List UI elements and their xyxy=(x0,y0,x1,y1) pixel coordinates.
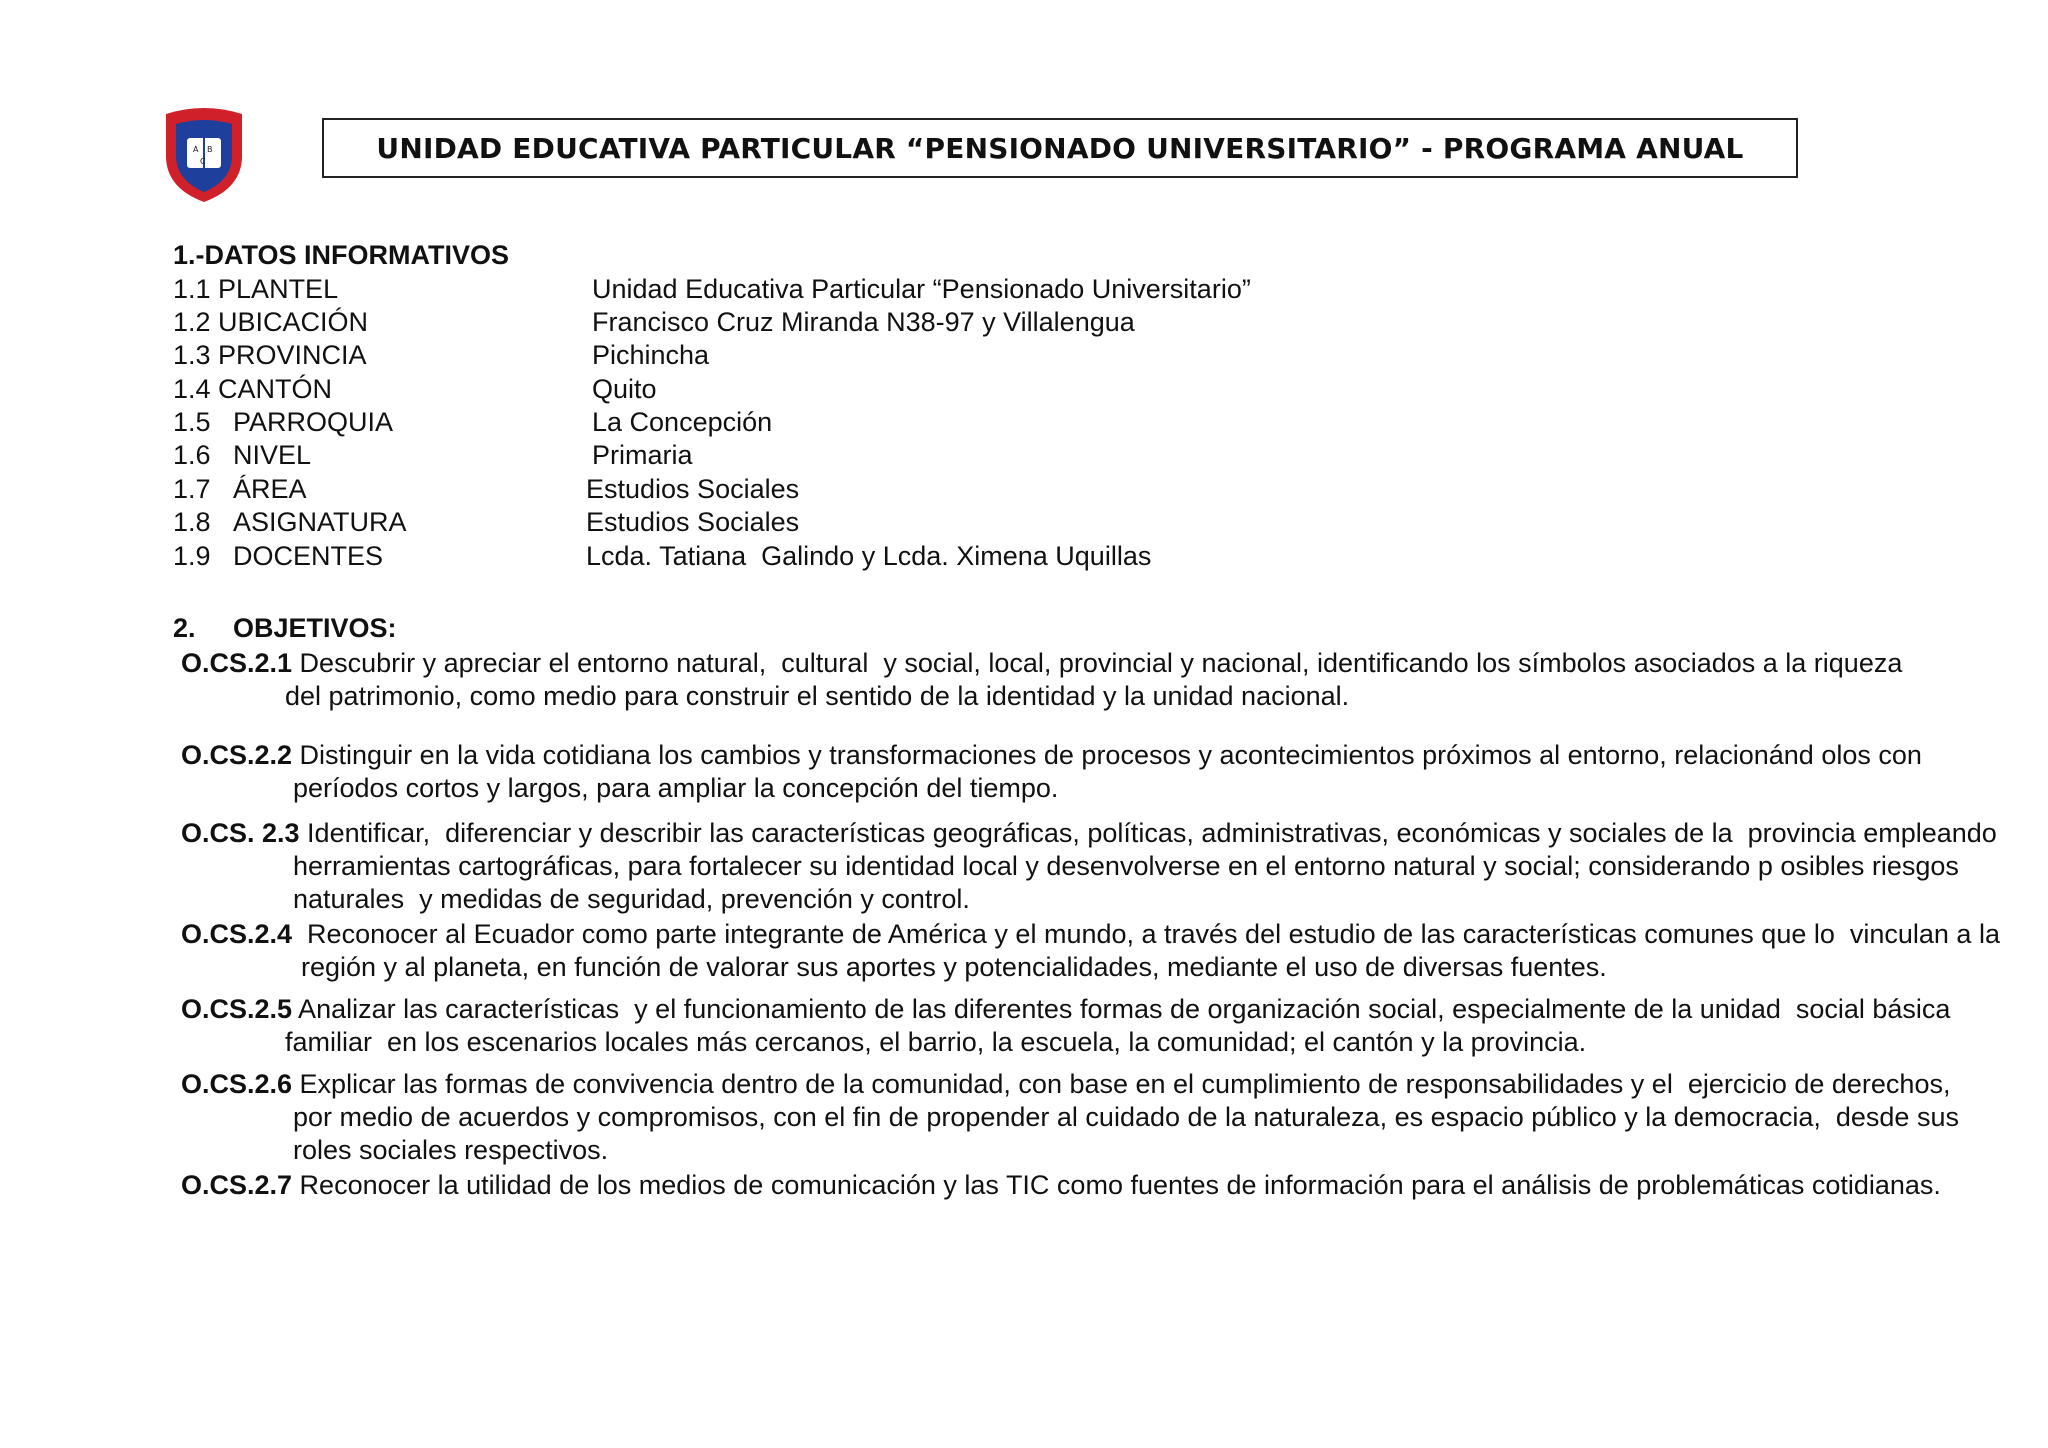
datos-row-label: ÁREA xyxy=(233,474,307,504)
objective-item xyxy=(181,918,2000,984)
objetivos-section-number: 2. xyxy=(173,613,196,643)
objective-code: O.CS.2.4 xyxy=(181,919,293,949)
school-shield-logo-icon xyxy=(160,104,248,204)
page-title xyxy=(322,118,1798,178)
datos-row xyxy=(173,474,1673,508)
datos-row-label: NIVEL xyxy=(233,440,312,470)
datos-row xyxy=(173,440,1673,474)
objective-item xyxy=(181,739,1922,805)
objective-text-continuation: del patrimonio, como medio para construir el sentido de la identidad y la unidad nacional. xyxy=(285,681,1350,711)
objective-code: O.CS.2.6 xyxy=(181,1069,293,1099)
datos-row-value: Pichincha xyxy=(592,340,710,370)
objective-text: Reconocer al Ecuador como parte integrante de América y el mundo, a través del estudio de las características comunes que lo vinculan a la xyxy=(292,919,2000,949)
datos-row xyxy=(173,307,1673,341)
objective-code: O.CS.2.2 xyxy=(181,740,293,770)
datos-row-number: 1.8 xyxy=(173,507,211,537)
objective-item xyxy=(181,993,1951,1059)
objective-text-continuation: por medio de acuerdos y compromisos, con el fin de propender al cuidado de la naturaleza, es espacio público y la democracia, desde sus xyxy=(293,1102,1959,1132)
objective-text: Descubrir y apreciar el entorno natural, cultural y social, local, provincial y nacional, identificando los símbolos asociados a la riqueza xyxy=(292,648,1903,678)
datos-row-label: 1.5 PARROQUIA xyxy=(173,407,394,437)
datos-row-label: 1.1 PLANTEL xyxy=(173,274,339,304)
datos-row-value: Estudios Sociales xyxy=(586,474,800,504)
datos-row-value: Lcda. Tatiana Galindo y Lcda. Ximena Uquillas xyxy=(586,541,1152,571)
objective-text: Analizar las características y el funcionamiento de las diferentes formas de organización social, especialmente de la unidad social básica xyxy=(292,994,1951,1024)
datos-row-value: Unidad Educativa Particular “Pensionado Universitario” xyxy=(592,274,1251,304)
datos-section-title: 1.-DATOS INFORMATIVOS xyxy=(173,240,510,270)
objective-code: O.CS.2.1 xyxy=(181,648,293,678)
svg-text:A: A xyxy=(193,145,199,154)
datos-row-value: La Concepción xyxy=(592,407,773,437)
objetivos-section-title: OBJETIVOS: xyxy=(233,613,397,643)
objective-item xyxy=(181,817,1997,916)
datos-row-value: Francisco Cruz Miranda N38-97 y Villalengua xyxy=(592,307,1135,337)
objective-code: O.CS.2.5 xyxy=(181,994,293,1024)
objective-item xyxy=(181,647,1903,713)
datos-row xyxy=(173,374,1673,408)
objective-item xyxy=(181,1169,1941,1202)
objective-text-continuation: naturales y medidas de seguridad, prevención y control. xyxy=(293,884,970,914)
datos-row-value: Estudios Sociales xyxy=(586,507,800,537)
objective-text-continuation: herramientas cartográficas, para fortalecer su identidad local y desenvolverse en el entorno natural y social; considerando p osibles riesgos xyxy=(293,851,1959,881)
page-title-text: UNIDAD EDUCATIVA PARTICULAR “PENSIONADO UNIVERSITARIO” - PROGRAMA ANUAL xyxy=(376,131,1744,165)
objective-text: Explicar las formas de convivencia dentro de la comunidad, con base en el cumplimiento de responsabilidades y el ejercicio de derechos, xyxy=(292,1069,1951,1099)
datos-row xyxy=(173,407,1673,441)
datos-row xyxy=(173,340,1673,374)
objective-text-continuation: región y al planeta, en función de valorar sus aportes y potencialidades, mediante el uso de diversas fuentes. xyxy=(301,952,1607,982)
datos-row-label: DOCENTES xyxy=(233,541,384,571)
datos-row-number: 1.6 xyxy=(173,440,211,470)
datos-row-label: 1.3 PROVINCIA xyxy=(173,340,367,370)
objective-text-continuation: familiar en los escenarios locales más cercanos, el barrio, la escuela, la comunidad; el cantón y la provincia. xyxy=(285,1027,1587,1057)
datos-row xyxy=(173,541,1673,575)
objective-code: O.CS. 2.3 xyxy=(181,818,300,848)
datos-row xyxy=(173,507,1673,541)
objective-text: Distinguir en la vida cotidiana los cambios y transformaciones de procesos y acontecimientos próximos al entorno, relacionánd olos con xyxy=(292,740,1922,770)
datos-row-value: Primaria xyxy=(592,440,693,470)
objective-text: Identificar, diferenciar y describir las características geográficas, políticas, administrativas, económicas y sociales de la provincia empleando xyxy=(299,818,1997,848)
datos-row-label: 1.4 CANTÓN xyxy=(173,374,333,404)
objective-text-continuation: roles sociales respectivos. xyxy=(293,1135,609,1165)
datos-row-number: 1.7 xyxy=(173,474,211,504)
objective-item xyxy=(181,1068,1959,1167)
objective-text-continuation: períodos cortos y largos, para ampliar la concepción del tiempo. xyxy=(293,773,1059,803)
objective-text: Reconocer la utilidad de los medios de comunicación y las TIC como fuentes de información para el análisis de problemáticas cotidianas. xyxy=(292,1170,1941,1200)
objective-code: O.CS.2.7 xyxy=(181,1170,293,1200)
datos-row-number: 1.9 xyxy=(173,541,211,571)
datos-row-label: ASIGNATURA xyxy=(233,507,407,537)
datos-row-value: Quito xyxy=(592,374,657,404)
svg-text:C: C xyxy=(200,157,206,166)
datos-row xyxy=(173,274,1673,308)
datos-row-label: 1.2 UBICACIÓN xyxy=(173,307,369,337)
svg-text:B: B xyxy=(207,145,213,154)
